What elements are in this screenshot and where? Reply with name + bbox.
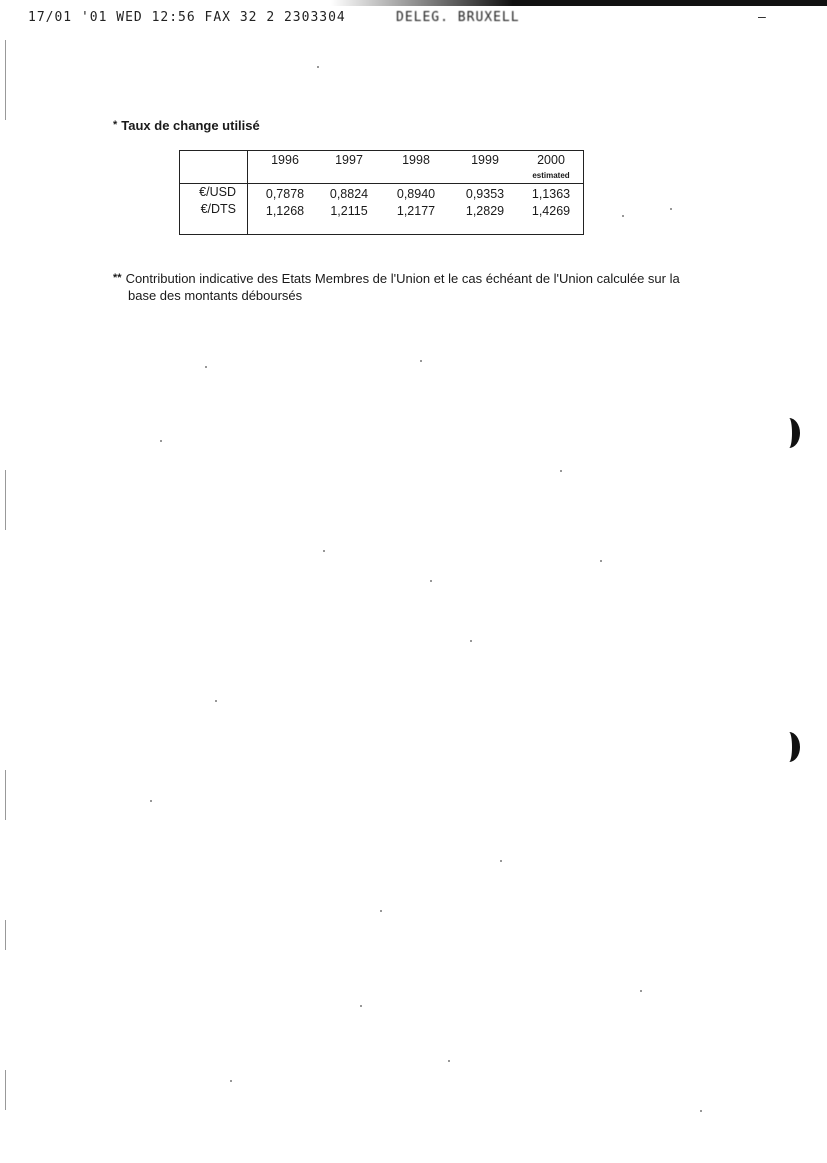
table-cell: 1,2829 xyxy=(465,204,505,218)
column-header-1997: 1997 xyxy=(335,153,363,167)
column-header-1998: 1998 xyxy=(402,153,430,167)
table-cell: 1,1363 xyxy=(531,187,571,201)
contribution-note xyxy=(113,270,713,304)
scan-speck xyxy=(470,640,472,642)
scan-speck xyxy=(500,860,502,862)
scan-speck xyxy=(670,208,672,210)
scan-speck xyxy=(323,550,325,552)
exchange-rate-table xyxy=(179,150,584,235)
contribution-note-line2: base des montants déboursés xyxy=(128,288,303,303)
scan-speck xyxy=(150,800,152,802)
scan-speck xyxy=(215,700,217,702)
column-note-estimated: estimated xyxy=(532,171,570,180)
footnote-marker: * xyxy=(113,119,118,131)
column-header-1996: 1996 xyxy=(271,153,299,167)
scan-speck xyxy=(420,360,422,362)
scan-speck xyxy=(430,580,432,582)
scan-speck xyxy=(380,910,382,912)
table-cell: 0,8940 xyxy=(396,187,436,201)
scan-speck xyxy=(160,440,162,442)
fax-transmission-bar xyxy=(0,0,827,6)
scan-speck xyxy=(205,366,207,368)
row-label-eur-dts: €/DTS xyxy=(200,202,236,216)
scan-edge-line xyxy=(5,770,6,820)
table-cell: 1,1268 xyxy=(265,204,305,218)
scan-speck xyxy=(640,990,642,992)
table-cell: 0,7878 xyxy=(265,187,305,201)
binder-hole-mark-bottom xyxy=(778,732,800,762)
table-cell: 1,4269 xyxy=(531,204,571,218)
column-header-2000: 2000 xyxy=(537,153,565,167)
exchange-rate-note xyxy=(113,118,260,133)
table-cell: 1,2115 xyxy=(330,204,368,218)
contribution-note-line1: Contribution indicative des Etats Membres de l'Union et le cas échéant de l'Union calculée sur la xyxy=(125,271,680,286)
row-label-eur-usd: €/USD xyxy=(199,185,236,199)
binder-hole-mark-top xyxy=(778,418,800,448)
scan-edge-line xyxy=(5,40,6,120)
table-cell: 1,2177 xyxy=(396,204,436,218)
column-header-1999: 1999 xyxy=(471,153,499,167)
table-cell: 0,9353 xyxy=(465,187,505,201)
scan-speck xyxy=(600,560,602,562)
fax-header-center: DELEG. BRUXELL xyxy=(396,10,520,25)
scan-speck xyxy=(360,1005,362,1007)
scan-edge-line xyxy=(5,1070,6,1110)
scan-speck xyxy=(317,66,319,68)
scan-speck xyxy=(448,1060,450,1062)
table-cell: 0,8824 xyxy=(329,187,369,201)
footnote-marker: ** xyxy=(113,272,122,284)
fax-header xyxy=(28,10,818,28)
table-divider-vertical xyxy=(247,151,248,234)
scan-speck xyxy=(700,1110,702,1112)
fax-header-left: 17/01 '01 WED 12:56 FAX 32 2 2303304 xyxy=(28,10,346,25)
exchange-rate-note-text: Taux de change utilisé xyxy=(121,118,260,133)
scan-edge-line xyxy=(5,920,6,950)
scan-edge-line xyxy=(5,470,6,530)
scan-speck xyxy=(230,1080,232,1082)
scan-speck xyxy=(622,215,624,217)
scan-speck xyxy=(560,470,562,472)
table-divider-horizontal xyxy=(180,183,583,184)
fax-header-right: – xyxy=(758,10,767,25)
